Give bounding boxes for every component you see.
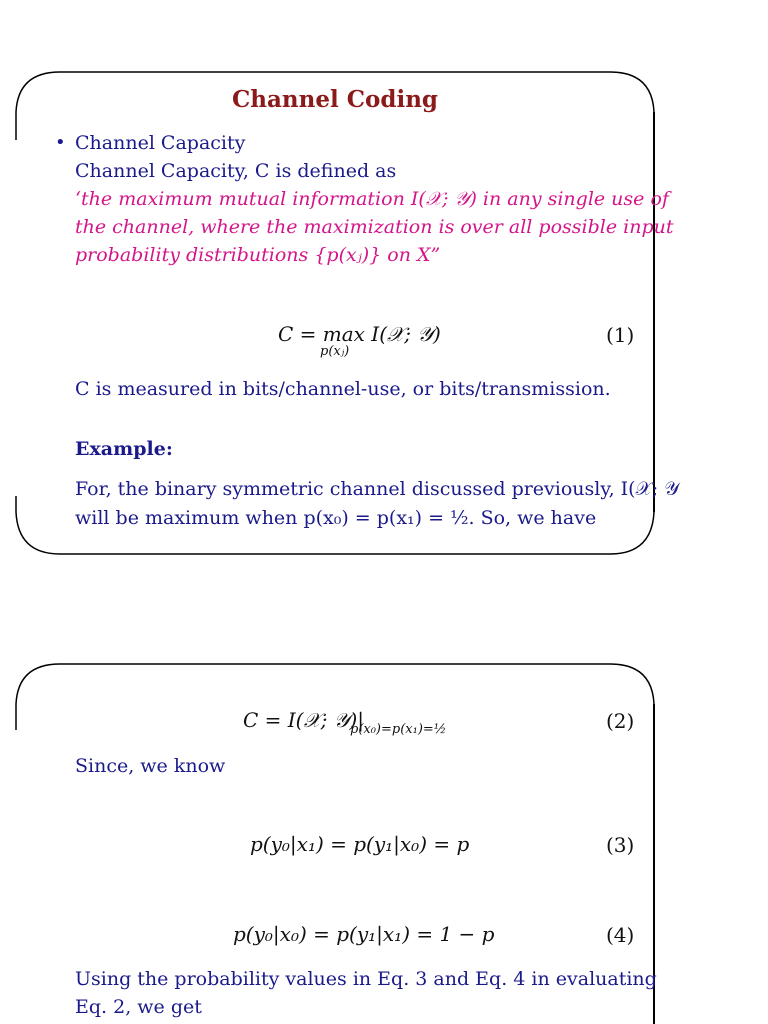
quote-line-3: probability distributions {p(xⱼ)} on X”: [75, 244, 441, 266]
bullet-marker: •: [55, 132, 66, 153]
definition-line: Channel Capacity, C is defined as: [75, 160, 397, 182]
quote-line-2: the channel, where the maximization is over all possible input: [75, 216, 674, 238]
bullet-label: Channel Capacity: [75, 132, 246, 154]
equation-3: p(y₀|x₁) = p(y₁|x₀) = p: [250, 832, 470, 856]
units-line: C is measured in bits/channel-use, or bits/transmission.: [75, 378, 611, 400]
equation-2-number: (2): [606, 709, 635, 733]
equation-2-subscript: p(x₀)=p(x₁)=½: [350, 722, 447, 737]
slide-title: Channel Coding: [231, 86, 439, 113]
closing-line-2: Eq. 2, we get: [75, 996, 202, 1018]
equation-4-number: (4): [606, 923, 635, 947]
equation-3-number: (3): [606, 833, 635, 857]
example-line-1: For, the binary symmetric channel discussed previously, I(𝒳; 𝒴: [75, 478, 680, 500]
equation-1-number: (1): [606, 323, 635, 347]
example-line-2: will be maximum when p(x₀) = p(x₁) = ½. So, we have: [75, 507, 597, 529]
quote-line-1: ‘the maximum mutual information I(𝒳; 𝒴) in any single use of: [75, 188, 669, 210]
equation-2: C = I(𝒳; 𝒴)|: [243, 708, 364, 732]
equation-1-subscript: p(xⱼ): [320, 344, 350, 359]
equation-1: C = max I(𝒳; 𝒴): [278, 322, 441, 346]
since-line: Since, we know: [75, 755, 226, 777]
equation-4: p(y₀|x₀) = p(y₁|x₁) = 1 − p: [233, 922, 495, 946]
closing-line-1: Using the probability values in Eq. 3 and Eq. 4 in evaluating: [75, 968, 657, 990]
example-heading: Example:: [75, 438, 173, 460]
